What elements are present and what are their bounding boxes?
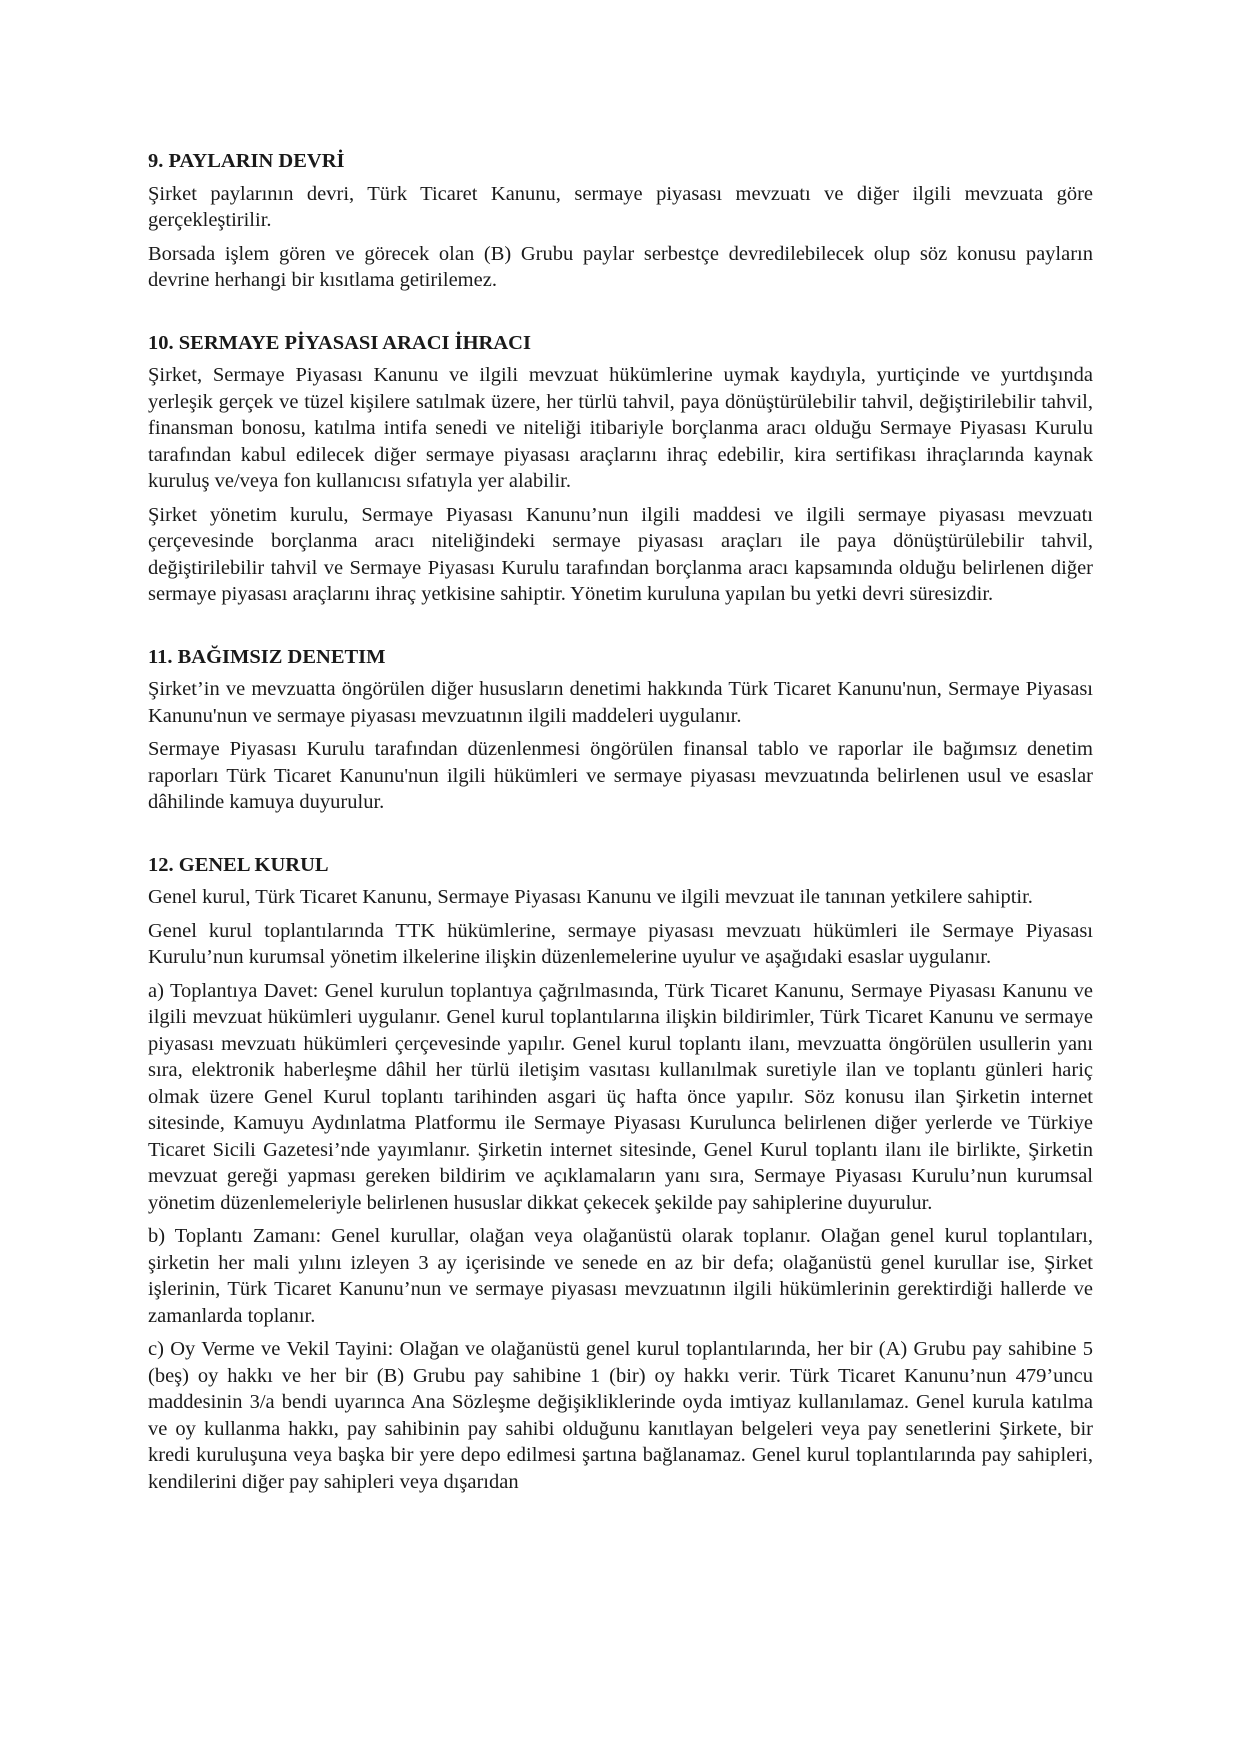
- section-heading: 12. GENEL KURUL: [148, 853, 329, 876]
- section-9: [148, 148, 1093, 294]
- paragraph: Şirket paylarının devri, Türk Ticaret Kanunu, sermaye piyasası mevzuatı ve diğer ilgili mevzuata göre gerçekleştirilir.: [148, 182, 1093, 231]
- document-page: [148, 148, 1093, 1531]
- paragraph: Sermaye Piyasası Kurulu tarafından düzenlenmesi öngörülen finansal tablo ve raporlar ile bağımsız denetim raporları Türk Ticaret Kanunu'nun ilgili hükümleri ve sermaye piyasası mevzuatında belirlenen usul ve esaslar dâhilinde kamuya duyurulur.: [148, 738, 1093, 813]
- section-heading: 9. PAYLARIN DEVRİ: [148, 150, 345, 172]
- section-heading: 11. BAĞIMSIZ DENETIM: [148, 645, 386, 668]
- paragraph-c-oy-verme: c) Oy Verme ve Vekil Tayini: Olağan ve olağanüstü genel kurul toplantılarında, her bir (A) Grubu pay sahibine 5 (beş) oy hakkı ve her bir (B) Grubu pay sahibine 1 (bir) oy hakkı verir. Türk Ticaret Kanunu’nun 479’uncu maddesinin 3/a bendi uyarınca Ana Sözleşme değişikliklerinde oyda imtiyaz kullanılamaz. Genel kurula katılma ve oy kullanma hakkı, pay sahibinin pay sahibi olduğunu kanıtlayan belgeleri veya pay senetlerini Şirkete, bir kredi kuruluşuna veya başka bir yere depo edilmesi şartına bağlanamaz. Genel kurul toplantılarında pay sahipleri, kendilerini diğer pay sahipleri veya dışarıdan: [148, 1338, 1093, 1493]
- section-12: [148, 852, 1093, 1496]
- paragraph: Borsada işlem gören ve görecek olan (B) Grubu paylar serbestçe devredilebilecek olup söz konusu payların devrine herhangi bir kısıtlama getirilemez.: [148, 242, 1093, 291]
- paragraph-a-toplantiya-davet: a) Toplantıya Davet: Genel kurulun toplantıya çağrılmasında, Türk Ticaret Kanunu, Sermaye Piyasası Kanunu ve ilgili mevzuat hükümleri uygulanır. Genel kurul toplantılarına ilişkin bildirimler, Türk Ticaret Kanunu ve sermaye piyasası mevzuatı hükümleri çerçevesinde yapılır. Genel kurul toplantı ilanı, mevzuatta öngörülen usullerin yanı sıra, elektronik haberleşme dâhil her türlü iletişim vasıtası kullanılmak suretiyle ilan ve toplantı günleri hariç olmak üzere Genel Kurul toplantı tarihinden asgari üç hafta önce yapılır. Söz konusu ilan Şirketin internet sitesinde, Kamuyu Aydınlatma Platformu ile Sermaye Piyasası Kurulunca belirlenen diğer yerlerde ve Türkiye Ticaret Sicili Gazetesi’nde yayımlanır. Şirketin internet sitesinde, Genel Kurul toplantı ilanı ile birlikte, Şirketin mevzuat gereği yapması gereken bildirim ve açıklamaların yanı sıra, Sermaye Piyasası Kurulu’nun kurumsal yönetim düzenlemeleriyle belirlenen hususlar dikkat çekecek şekilde pay sahiplerine duyurulur.: [148, 979, 1093, 1214]
- paragraph: Şirket yönetim kurulu, Sermaye Piyasası Kanunu’nun ilgili maddesi ve ilgili sermaye piyasası mevzuatı çerçevesinde borçlanma aracı niteliğindeki sermaye piyasası araçları ile paya dönüştürülebilir tahvil, değiştirilebilir tahvil ve Sermaye Piyasası Kurulu tarafından borçlanma aracı kapsamında olduğu belirlenen diğer sermaye piyasası araçlarını ihraç yetkisine sahiptir. Yönetim kuruluna yapılan bu yetki devri süresizdir.: [148, 503, 1093, 605]
- section-heading: 10. SERMAYE PİYASASI ARACI İHRACI: [148, 331, 531, 354]
- paragraph-b-toplanti-zamani: b) Toplantı Zamanı: Genel kurullar, olağan veya olağanüstü olarak toplanır. Olağan genel kurul toplantıları, şirketin her mali yılını izleyen 3 ay içerisinde ve senede en az bir defa; olağanüstü genel kurullar ise, Şirket işlerinin, Türk Ticaret Kanunu’nun ve sermaye piyasası mevzuatının ilgili hükümlerinin gerektirdiği hallerde ve zamanlarda toplanır.: [148, 1225, 1093, 1327]
- section-10: [148, 330, 1093, 608]
- paragraph: Genel kurul, Türk Ticaret Kanunu, Sermaye Piyasası Kanunu ve ilgili mevzuat ile tanınan yetkilere sahiptir.: [148, 886, 1033, 908]
- paragraph: Genel kurul toplantılarında TTK hükümlerine, sermaye piyasası mevzuatı hükümleri ile Sermaye Piyasası Kurulu’nun kurumsal yönetim ilkelerine ilişkin düzenlemelerine uyulur ve aşağıdaki esaslar uygulanır.: [148, 919, 1093, 968]
- section-11: [148, 644, 1093, 816]
- paragraph: Şirket’in ve mevzuatta öngörülen diğer hususların denetimi hakkında Türk Ticaret Kanunu'nun, Sermaye Piyasası Kanunu'nun ve sermaye piyasası mevzuatının ilgili maddeleri uygulanır.: [148, 678, 1093, 727]
- paragraph: Şirket, Sermaye Piyasası Kanunu ve ilgili mevzuat hükümlerine uymak kaydıyla, yurtiçinde ve yurtdışında yerleşik gerçek ve tüzel kişilere satılmak üzere, her türlü tahvil, paya dönüştürülebilir tahvil, değiştirilebilir tahvil, finansman bonosu, katılma intifa senedi ve niteliği itibariyle borçlanma aracı olduğu Sermaye Piyasası Kurulu tarafından kabul edilecek diğer sermaye piyasası araçlarını ihraç edebilir, kira sertifikası ihraçlarında kaynak kuruluş ve/veya fon kullanıcısı sıfatıyla yer alabilir.: [148, 364, 1093, 492]
